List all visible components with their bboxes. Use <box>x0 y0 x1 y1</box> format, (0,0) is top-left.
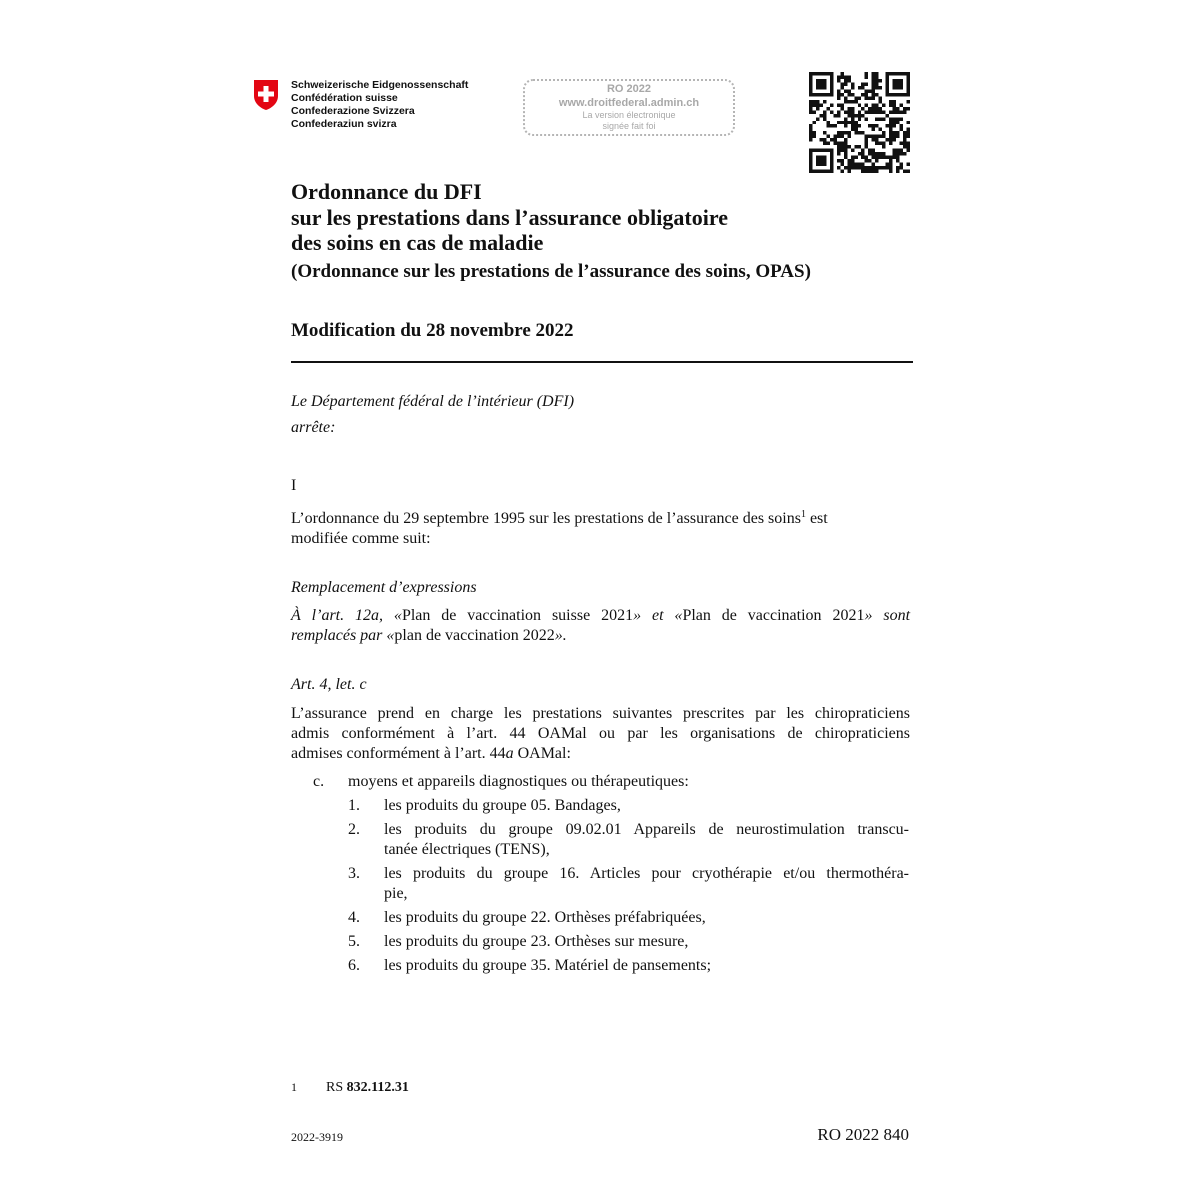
footnote-prefix: RS <box>326 1080 347 1095</box>
ro-reference: RO 2022 840 <box>817 1125 909 1144</box>
confederation-name-fr: Confédération suisse <box>291 92 398 104</box>
stamp-line-3: La version électronique <box>582 110 676 120</box>
list-item-number: 4. <box>348 909 360 926</box>
section-intro-line-1 <box>291 509 828 529</box>
intro-text: L’ordonnance du 29 septembre 1995 sur les prestations de l’assurance des soins <box>291 510 801 527</box>
confederation-name-rm: Confederaziun svizra <box>291 118 397 130</box>
list-item-text: les produits du groupe 16. Articles pour cryothérapie et/ou thermothéra- <box>384 865 909 882</box>
swiss-cross-icon <box>252 79 280 111</box>
list-item-text: les produits du groupe 05. Bandages, <box>384 797 621 814</box>
footnote-ref[interactable]: 1 <box>800 509 806 520</box>
replacement-line-2 <box>291 626 567 646</box>
article-heading: Art. 4, let. c <box>291 676 367 693</box>
footnote-text <box>326 1080 409 1096</box>
list-item-number: 5. <box>348 933 360 950</box>
list-item-number: 2. <box>348 821 360 838</box>
replacement-line-1 <box>291 606 910 626</box>
stamp-line-4: signée fait foi <box>602 121 656 131</box>
intro-text-end: est <box>805 510 828 527</box>
section-intro-line-2: modifiée comme suit: <box>291 530 431 547</box>
title-line-1: Ordonnance du DFI <box>291 179 482 204</box>
article-intro-line-1: L’assurance prend en charge les prestations suivantes prescrites par les chiropraticiens <box>291 705 910 722</box>
article-intro-text: OAMal: <box>513 745 571 762</box>
preamble-authority: Le Département fédéral de l’intérieur (DFI) <box>291 393 575 410</box>
stamp-line-1: RO 2022 <box>606 83 652 95</box>
replacement-text: » et « <box>633 607 683 624</box>
footnote-number: 1 <box>291 1080 297 1094</box>
replacement-text: À l’art. 12a, « <box>291 607 402 624</box>
article-intro-line-3 <box>291 744 571 764</box>
modification-date: Modification du 28 novembre 2022 <box>291 320 574 341</box>
list-item-text: pie, <box>384 885 408 902</box>
list-item-text: les produits du groupe 22. Orthèses préfabriquées, <box>384 909 706 926</box>
article-intro-line-2: admis conformément à l’art. 44 OAMal ou par les organisations de chiropraticiens <box>291 725 910 742</box>
list-letter-text: moyens et appareils diagnostiques ou thérapeutiques: <box>348 773 689 790</box>
list-item-number: 1. <box>348 797 360 814</box>
short-title: (Ordonnance sur les prestations de l’assurance des soins, OPAS) <box>291 261 811 282</box>
list-item-text: les produits du groupe 35. Matériel de pansements; <box>384 957 712 974</box>
official-stamp <box>523 79 735 136</box>
section-number: I <box>291 477 297 494</box>
list-item-text: les produits du groupe 23. Orthèses sur mesure, <box>384 933 689 950</box>
list-item-text: les produits du groupe 09.02.01 Appareils de neurostimulation transcu- <box>384 821 909 838</box>
list-letter: c. <box>313 773 325 790</box>
confederation-name-it: Confederazione Svizzera <box>291 105 415 117</box>
replacement-text: remplacés par « <box>291 627 395 644</box>
replacement-term-old-1: Plan de vaccination suisse 2021 <box>401 607 634 624</box>
replacement-heading: Remplacement d’expressions <box>291 579 477 596</box>
stamp-url[interactable]: www.droitfederal.admin.ch <box>558 97 700 109</box>
title-rule <box>291 361 913 363</box>
list-item-number: 6. <box>348 957 360 974</box>
confederation-name-de: Schweizerische Eidgenossenschaft <box>291 79 469 91</box>
replacement-text: ». <box>554 627 567 644</box>
replacement-term-new: plan de vaccination 2022 <box>394 627 555 644</box>
footnote-reference[interactable]: 832.112.31 <box>346 1080 409 1095</box>
replacement-text: » sont <box>864 607 911 624</box>
title-line-2: sur les prestations dans l’assurance obligatoire <box>291 205 728 230</box>
qr-code-icon <box>809 72 910 173</box>
document-number: 2022-3919 <box>291 1130 343 1144</box>
list-item-number: 3. <box>348 865 360 882</box>
title-line-3: des soins en cas de maladie <box>291 230 544 255</box>
replacement-term-old-2: Plan de vaccination 2021 <box>682 607 865 624</box>
article-intro-text: admises conformément à l’art. 44 <box>291 745 506 762</box>
article-intro-italic: a <box>505 745 514 762</box>
preamble-decree: arrête: <box>291 419 336 436</box>
list-item-text: tanée électriques (TENS), <box>384 841 550 858</box>
